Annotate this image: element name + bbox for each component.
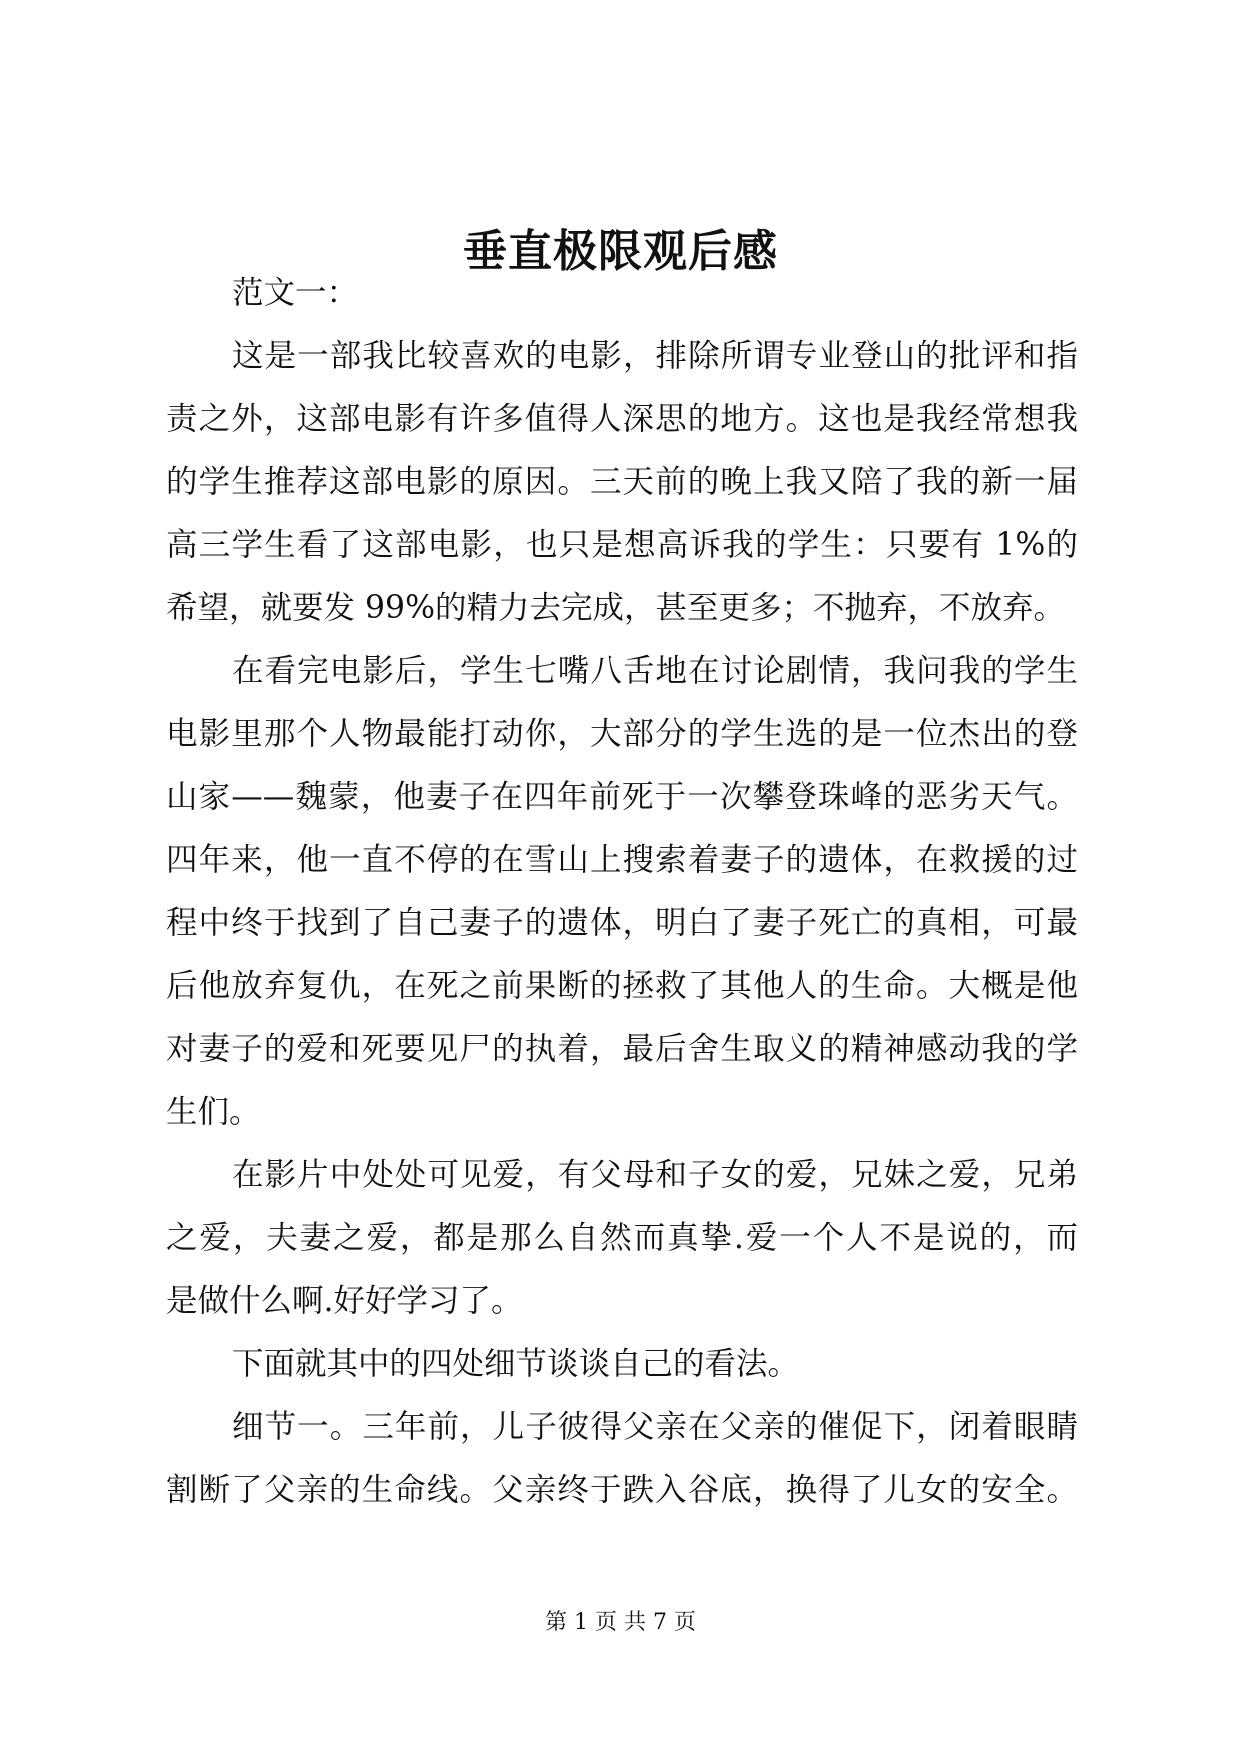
text-line: 山家——魏蒙，他妻子在四年前死于一次攀登珠峰的恶劣天气。	[166, 779, 1078, 815]
text-line: 对妻子的爱和死要见尸的执着，最后舍生取义的精神感动我的学	[166, 1031, 1078, 1067]
text-line: 范文一：	[232, 275, 359, 311]
text-line: 四年来，他一直不停的在雪山上搜索着妻子的遗体，在救援的过	[166, 842, 1078, 878]
text-line: 程中终于找到了自己妻子的遗体，明白了妻子死亡的真相，可最	[166, 905, 1078, 941]
text-line: 生们。	[166, 1094, 261, 1130]
text-line: 希望，就要发 99%的精力去完成，甚至更多；不抛弃，不放弃。	[166, 590, 1066, 626]
text-line: 细节一。三年前，儿子彼得父亲在父亲的催促下，闭着眼睛	[232, 1409, 1078, 1445]
text-line: 割断了父亲的生命线。父亲终于跌入谷底，换得了儿女的安全。	[166, 1472, 1078, 1508]
text-line: 这是一部我比较喜欢的电影，排除所谓专业登山的批评和指	[232, 338, 1078, 374]
document-body	[166, 262, 1078, 1522]
text-line: 的学生推荐这部电影的原因。三天前的晚上我又陪了我的新一届	[166, 464, 1078, 500]
text-line: 在看完电影后，学生七嘴八舌地在讨论剧情，我问我的学生	[232, 653, 1078, 689]
text-line: 之爱，夫妻之爱，都是那么自然而真挚.爱一个人不是说的，而	[166, 1220, 1078, 1256]
text-line: 责之外，这部电影有许多值得人深思的地方。这也是我经常想我	[166, 401, 1078, 437]
text-line: 高三学生看了这部电影，也只是想高诉我的学生：只要有 1%的	[166, 527, 1078, 563]
document-title: 垂直极限观后感	[463, 226, 778, 277]
page-footer: 第 1 页 共 7 页	[545, 1610, 696, 1635]
text-line: 在影片中处处可见爱，有父母和子女的爱，兄妹之爱，兄弟	[232, 1157, 1078, 1193]
text-line: 下面就其中的四处细节谈谈自己的看法。	[232, 1346, 800, 1382]
text-line: 后他放弃复仇，在死之前果断的拯救了其他人的生命。大概是他	[166, 968, 1078, 1004]
text-line: 电影里那个人物最能打动你，大部分的学生选的是一位杰出的登	[166, 716, 1078, 752]
text-line: 是做什么啊.好好学习了。	[166, 1283, 523, 1319]
